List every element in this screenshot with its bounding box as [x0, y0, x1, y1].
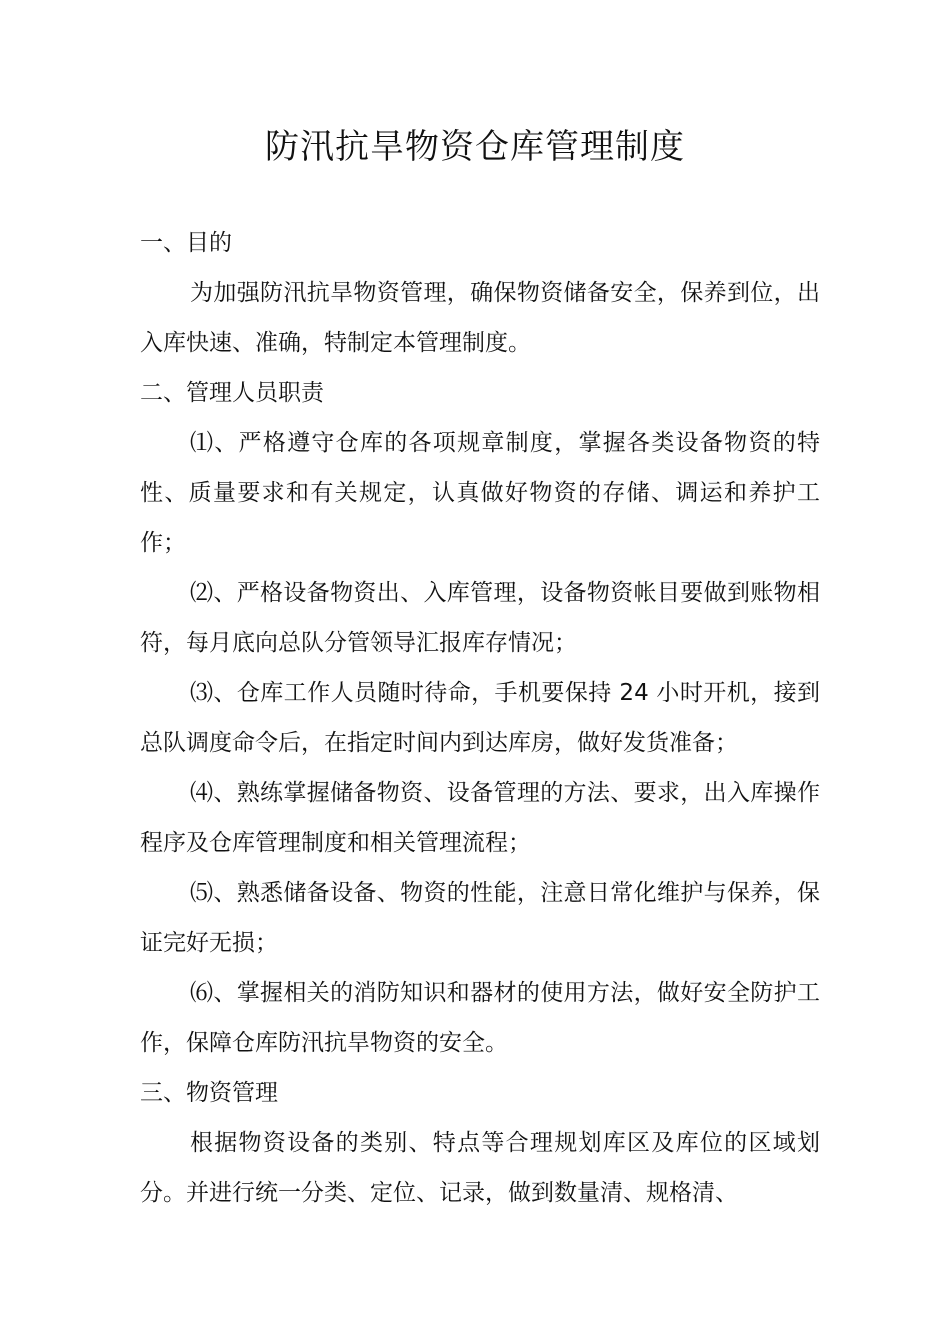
paragraph: ⑴、严格遵守仓库的各项规章制度，掌握各类设备物资的特性、质量要求和有关规定，认真做好物资的存储、调运和养护工作； — [140, 430, 820, 556]
section-heading: 一、目的 — [140, 230, 232, 256]
document-title: 防汛抗旱物资仓库管理制度 — [265, 126, 685, 167]
section-heading: 三、物资管理 — [140, 1080, 278, 1106]
section-purpose — [140, 218, 820, 368]
paragraph: ⑹、掌握相关的消防知识和器材的使用方法，做好安全防护工作，保障仓库防汛抗旱物资的安全。 — [140, 980, 820, 1056]
paragraph: ⑵、严格设备物资出、入库管理，设备物资帐目要做到账物相符，每月底向总队分管领导汇报库存情况； — [140, 580, 820, 656]
paragraph: 为加强防汛抗旱物资管理，确保物资储备安全，保养到位，出入库快速、准确，特制定本管理制度。 — [140, 280, 820, 356]
section-heading: 二、管理人员职责 — [140, 380, 324, 406]
section-staff-duties — [140, 368, 820, 1068]
paragraph: ⑷、熟练掌握储备物资、设备管理的方法、要求，出入库操作程序及仓库管理制度和相关管理流程； — [140, 780, 820, 856]
paragraph: ⑸、熟悉储备设备、物资的性能，注意日常化维护与保养，保证完好无损； — [140, 880, 820, 956]
paragraph: 根据物资设备的类别、特点等合理规划库区及库位的区域划分。并进行统一分类、定位、记录，做到数量清、规格清、 — [140, 1130, 820, 1206]
section-material-management — [140, 1068, 820, 1218]
paragraph: ⑶、仓库工作人员随时待命，手机要保持 24 小时开机，接到总队调度命令后，在指定时间内到达库房，做好发货准备； — [140, 680, 820, 756]
document-body — [140, 218, 820, 1218]
